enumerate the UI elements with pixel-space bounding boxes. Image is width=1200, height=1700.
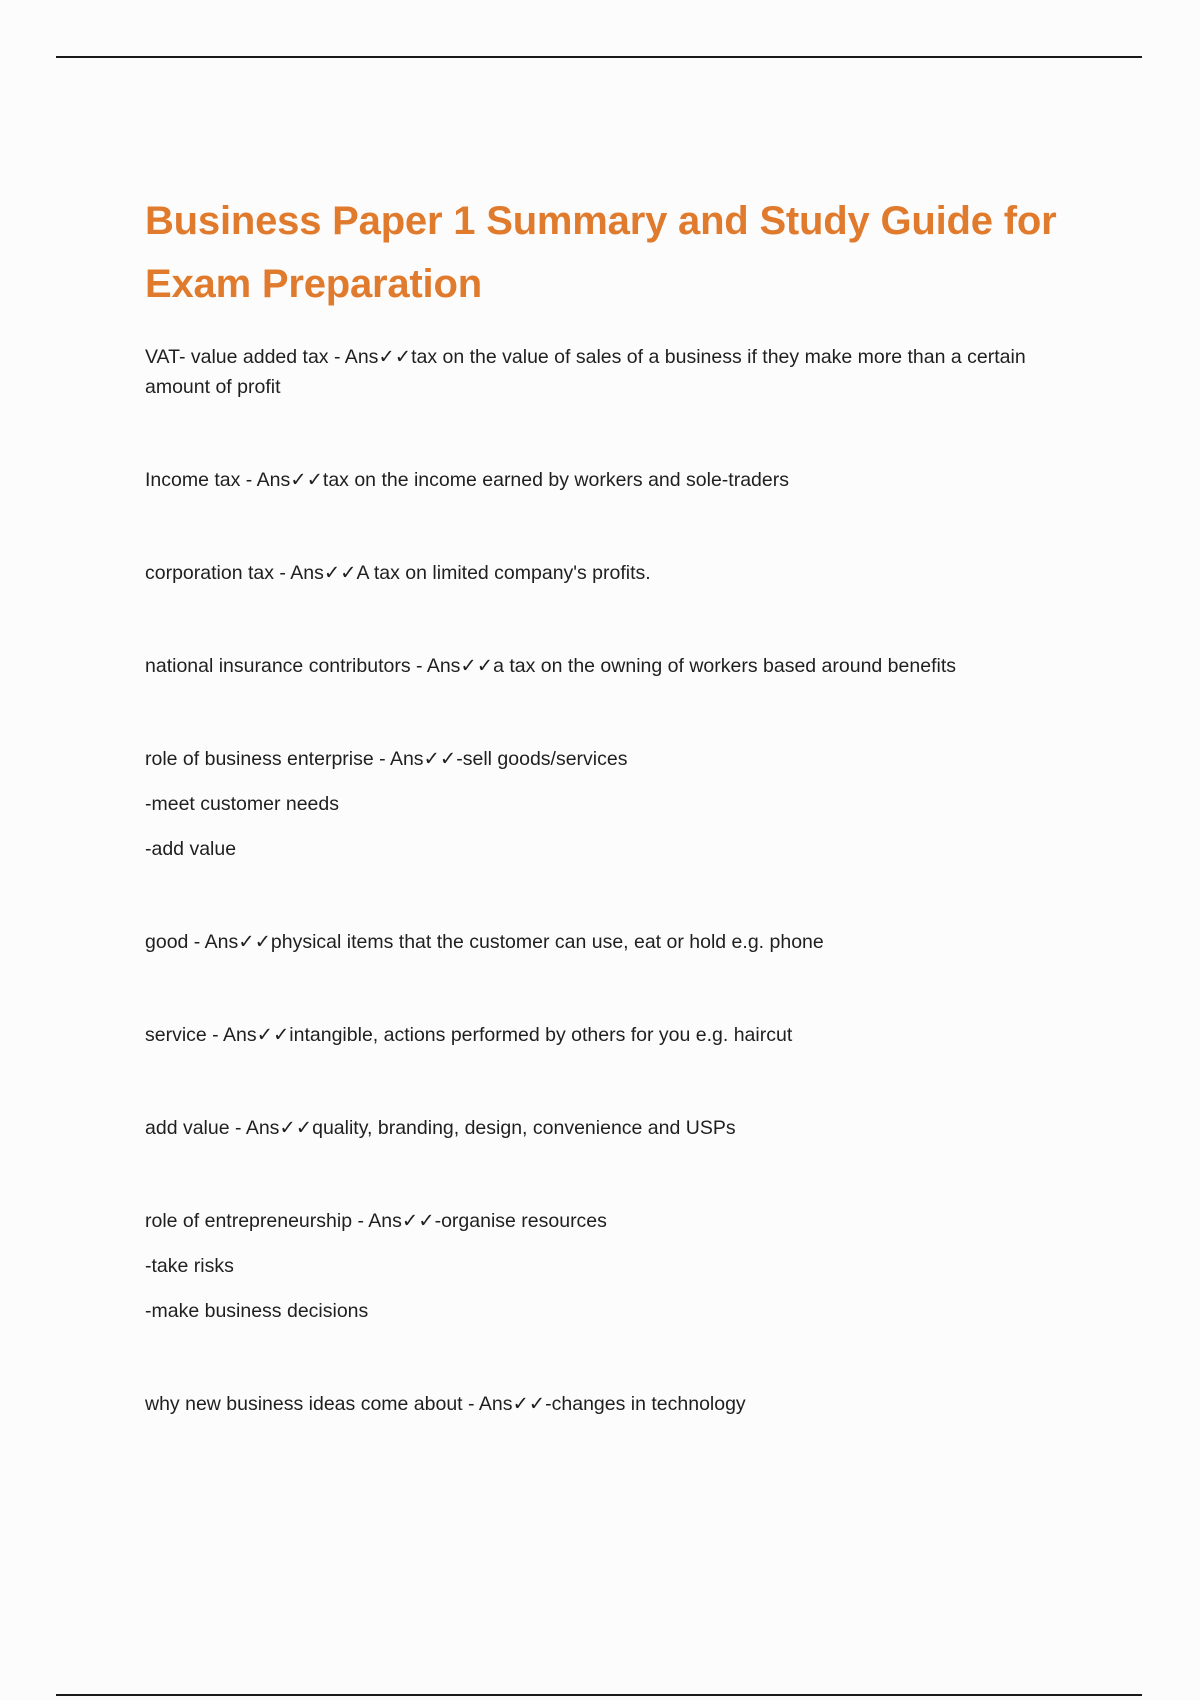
document-body (145, 190, 1075, 1419)
footer-rule (56, 1694, 1142, 1696)
entry-line: national insurance contributors - Ans✓✓a tax on the owning of workers based around benefits (145, 655, 956, 677)
entry-role-of-entrepreneurship (145, 1206, 1075, 1326)
entry-line: VAT- value added tax - Ans✓✓tax on the value of sales of a business if they make more than a certain amount of profit (145, 346, 1026, 398)
entry-line: role of entrepreneurship - Ans✓✓-organise resources (145, 1210, 607, 1232)
entry-line: service - Ans✓✓intangible, actions performed by others for you e.g. haircut (145, 1024, 793, 1046)
entry-national-insurance (145, 651, 1075, 681)
entry-service (145, 1020, 1075, 1050)
entry-corporation-tax (145, 558, 1075, 588)
entry-add-value (145, 1113, 1075, 1143)
entry-good (145, 927, 1075, 957)
entry-line: corporation tax - Ans✓✓A tax on limited company's profits. (145, 562, 651, 584)
entry-line: -meet customer needs (145, 793, 340, 815)
entry-line: Income tax - Ans✓✓tax on the income earned by workers and sole-traders (145, 469, 789, 491)
entry-line: add value - Ans✓✓quality, branding, design, convenience and USPs (145, 1117, 736, 1139)
entry-role-of-business-enterprise (145, 744, 1075, 864)
entry-line: -make business decisions (145, 1300, 369, 1322)
entry-new-business-ideas (145, 1389, 1075, 1419)
entry-line: role of business enterprise - Ans✓✓-sell goods/services (145, 748, 628, 770)
entry-line: -add value (145, 838, 237, 860)
entry-line: why new business ideas come about - Ans✓✓-changes in technology (145, 1393, 746, 1415)
entry-line: good - Ans✓✓physical items that the customer can use, eat or hold e.g. phone (145, 931, 824, 953)
header-rule (56, 56, 1142, 58)
entry-vat (145, 342, 1075, 402)
document-title: Business Paper 1 Summary and Study Guide for Exam Preparation (145, 199, 1057, 306)
entry-line: -take risks (145, 1255, 234, 1277)
entry-list (145, 342, 1075, 1419)
entry-income-tax (145, 465, 1075, 495)
